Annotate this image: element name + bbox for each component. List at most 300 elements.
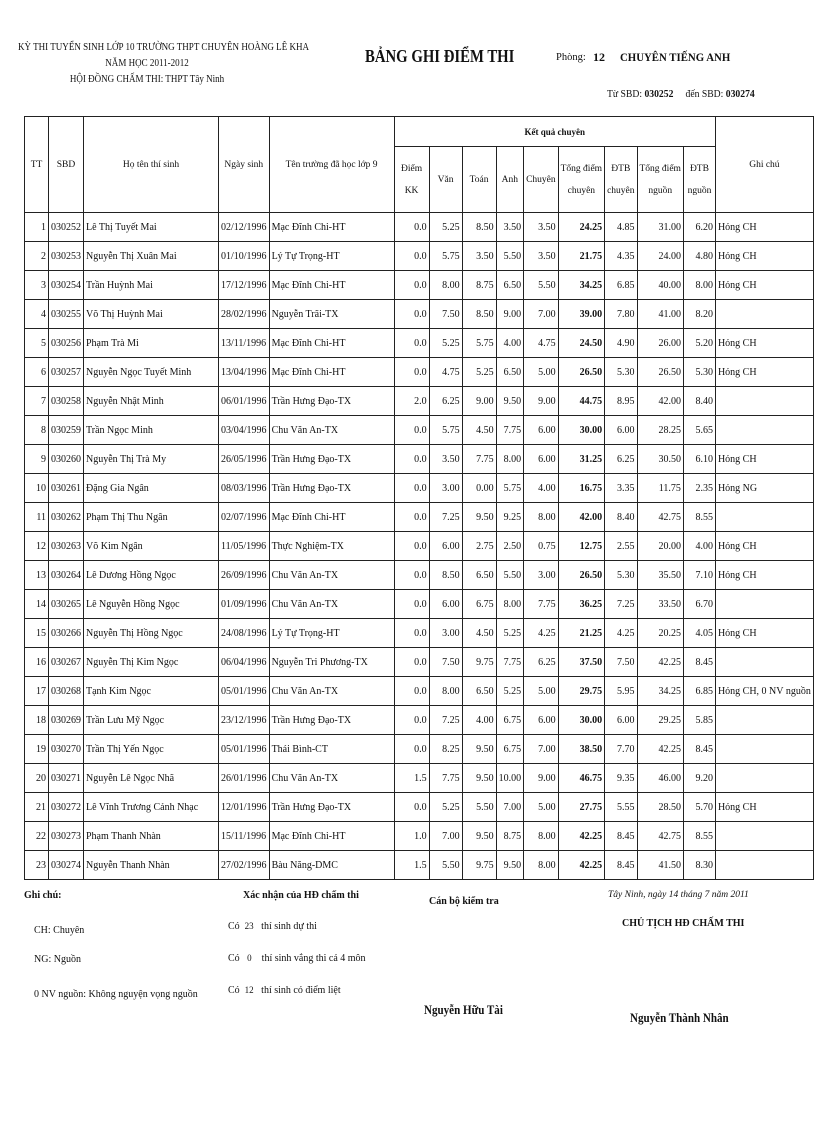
cell-chuyen: 4.25: [524, 619, 559, 648]
cell-anh: 6.50: [496, 271, 524, 300]
cell-van: 5.25: [429, 213, 462, 242]
cell-dob: 24/08/1996: [219, 619, 270, 648]
cell-tt: 19: [25, 735, 49, 764]
cell-anh: 3.50: [496, 213, 524, 242]
cell-sbd: 030259: [49, 416, 84, 445]
cell-toan: 3.50: [462, 242, 496, 271]
cell-chuyen: 7.75: [524, 590, 559, 619]
cell-anh: 6.50: [496, 358, 524, 387]
col-toan: Toán: [462, 147, 496, 213]
note-ch: CH: Chuyên: [34, 925, 85, 936]
cell-anh: 8.00: [496, 590, 524, 619]
cell-tt: 12: [25, 532, 49, 561]
exam-header: [18, 40, 310, 88]
cell-kk: 0.0: [394, 706, 429, 735]
cell-chuyen: 5.00: [524, 793, 559, 822]
confirm-title: Xác nhận của HĐ chấm thi: [243, 890, 359, 901]
table-row: [25, 648, 814, 677]
cell-name: Nguyễn Thị Trà My: [84, 445, 219, 474]
table-row: [25, 561, 814, 590]
cell-tong-chuyen: 24.25: [558, 213, 604, 242]
cell-dtb-chuyen: 7.70: [605, 735, 637, 764]
cell-anh: 5.75: [496, 474, 524, 503]
table-row: [25, 329, 814, 358]
cell-dtb-chuyen: 8.45: [605, 822, 637, 851]
cell-tong-chuyen: 21.75: [558, 242, 604, 271]
cell-toan: 8.50: [462, 213, 496, 242]
cell-note: Hỏng CH: [715, 561, 813, 590]
cell-van: 6.00: [429, 532, 462, 561]
cell-name: Trần Thị Yến Ngọc: [84, 735, 219, 764]
cell-tong-chuyen: 12.75: [558, 532, 604, 561]
cell-chuyen: 3.50: [524, 213, 559, 242]
table-row: [25, 677, 814, 706]
cell-toan: 5.50: [462, 793, 496, 822]
cell-tt: 1: [25, 213, 49, 242]
cell-name: Nguyễn Thị Kim Ngọc: [84, 648, 219, 677]
cell-dtb-nguon: 2.35: [683, 474, 715, 503]
confirm-absent: Có 0 thí sinh vắng thi cả 4 môn: [228, 953, 366, 964]
cell-dtb-chuyen: 7.50: [605, 648, 637, 677]
cell-tong-chuyen: 42.00: [558, 503, 604, 532]
cell-van: 7.25: [429, 706, 462, 735]
cell-tong-nguon: 42.00: [637, 387, 683, 416]
cell-note: Hỏng CH: [715, 242, 813, 271]
cell-school: Mạc Đĩnh Chi-HT: [269, 822, 394, 851]
cell-tong-chuyen: 46.75: [558, 764, 604, 793]
cell-school: Nguyễn Trãi-TX: [269, 300, 394, 329]
cell-note: Hỏng CH, 0 NV nguồn: [715, 677, 813, 706]
cell-dob: 15/11/1996: [219, 822, 270, 851]
col-dtb-nguon: ĐTB nguồn: [683, 147, 715, 213]
cell-kk: 0.0: [394, 735, 429, 764]
cell-tt: 4: [25, 300, 49, 329]
to-value: 030274: [725, 89, 755, 100]
cell-kk: 0.0: [394, 242, 429, 271]
cell-chuyen: 5.00: [524, 677, 559, 706]
cell-sbd: 030262: [49, 503, 84, 532]
cell-school: Thái Bình-CT: [269, 735, 394, 764]
cell-school: Trần Hưng Đạo-TX: [269, 793, 394, 822]
table-row: [25, 271, 814, 300]
cell-sbd: 030252: [49, 213, 84, 242]
cell-toan: 6.75: [462, 590, 496, 619]
note-ng: NG: Nguồn: [34, 954, 81, 965]
cell-tong-nguon: 34.25: [637, 677, 683, 706]
cell-kk: 0.0: [394, 271, 429, 300]
cell-tt: 7: [25, 387, 49, 416]
cell-school: Chu Văn An-TX: [269, 590, 394, 619]
cell-dtb-nguon: 5.70: [683, 793, 715, 822]
cell-kk: 0.0: [394, 213, 429, 242]
cell-anh: 8.00: [496, 445, 524, 474]
cell-school: Mạc Đĩnh Chi-HT: [269, 329, 394, 358]
cell-tong-chuyen: 31.25: [558, 445, 604, 474]
cell-note: [715, 503, 813, 532]
cell-anh: 10.00: [496, 764, 524, 793]
cell-sbd: 030268: [49, 677, 84, 706]
cell-school: Mạc Đĩnh Chi-HT: [269, 271, 394, 300]
cell-dtb-nguon: 9.20: [683, 764, 715, 793]
cell-toan: 5.75: [462, 329, 496, 358]
cell-dob: 06/04/1996: [219, 648, 270, 677]
table-row: [25, 619, 814, 648]
table-row: [25, 387, 814, 416]
cell-kk: 0.0: [394, 561, 429, 590]
cell-van: 7.50: [429, 300, 462, 329]
col-school: Tên trường đã học lớp 9: [269, 117, 394, 213]
cell-van: 6.00: [429, 590, 462, 619]
cell-dtb-chuyen: 7.25: [605, 590, 637, 619]
cell-van: 8.25: [429, 735, 462, 764]
cell-dtb-nguon: 5.20: [683, 329, 715, 358]
cell-dtb-chuyen: 7.80: [605, 300, 637, 329]
cell-note: [715, 300, 813, 329]
cell-dob: 26/01/1996: [219, 764, 270, 793]
table-row: [25, 851, 814, 880]
cell-tt: 5: [25, 329, 49, 358]
cell-kk: 0.0: [394, 648, 429, 677]
col-group-results: Kết quả chuyên: [394, 117, 715, 147]
cell-dtb-nguon: 8.45: [683, 648, 715, 677]
cell-note: [715, 590, 813, 619]
cell-name: Trần Huỳnh Mai: [84, 271, 219, 300]
cell-kk: 0.0: [394, 532, 429, 561]
cell-note: Hỏng CH: [715, 329, 813, 358]
cell-tong-chuyen: 26.50: [558, 358, 604, 387]
cell-tong-nguon: 42.25: [637, 648, 683, 677]
cell-school: Bàu Năng-DMC: [269, 851, 394, 880]
cell-tong-nguon: 33.50: [637, 590, 683, 619]
cell-dtb-nguon: 7.10: [683, 561, 715, 590]
cell-tt: 13: [25, 561, 49, 590]
cell-dtb-chuyen: 8.40: [605, 503, 637, 532]
confirm-fail: Có 12 thí sinh có điểm liệt: [228, 985, 341, 996]
cell-chuyen: 6.00: [524, 445, 559, 474]
cell-dob: 12/01/1996: [219, 793, 270, 822]
col-name: Họ tên thí sinh: [84, 117, 219, 213]
col-van: Văn: [429, 147, 462, 213]
cell-note: [715, 851, 813, 880]
room-number: 12: [593, 50, 605, 64]
cell-school: Chu Văn An-TX: [269, 677, 394, 706]
cell-van: 7.50: [429, 648, 462, 677]
cell-note: Hỏng CH: [715, 532, 813, 561]
cell-anh: 5.25: [496, 677, 524, 706]
chair-name: Nguyễn Thành Nhân: [630, 1010, 729, 1025]
cell-sbd: 030274: [49, 851, 84, 880]
cell-tt: 20: [25, 764, 49, 793]
cell-chuyen: 8.00: [524, 851, 559, 880]
cell-school: Trần Hưng Đạo-TX: [269, 474, 394, 503]
cell-dtb-chuyen: 8.95: [605, 387, 637, 416]
col-tt: TT: [25, 117, 49, 213]
cell-kk: 0.0: [394, 677, 429, 706]
table-row: [25, 445, 814, 474]
cell-toan: 4.50: [462, 619, 496, 648]
cell-dtb-chuyen: 3.35: [605, 474, 637, 503]
cell-dtb-nguon: 4.00: [683, 532, 715, 561]
cell-sbd: 030258: [49, 387, 84, 416]
cell-note: [715, 387, 813, 416]
cell-tong-nguon: 46.00: [637, 764, 683, 793]
exam-name: KỲ THI TUYỂN SINH LỚP 10 TRƯỜNG THPT CHUYÊN HOÀNG LÊ KHA: [18, 42, 310, 53]
cell-dob: 03/04/1996: [219, 416, 270, 445]
cell-sbd: 030257: [49, 358, 84, 387]
cell-tong-chuyen: 27.75: [558, 793, 604, 822]
cell-sbd: 030253: [49, 242, 84, 271]
cell-kk: 0.0: [394, 416, 429, 445]
cell-tong-nguon: 29.25: [637, 706, 683, 735]
cell-dtb-chuyen: 6.85: [605, 271, 637, 300]
cell-dtb-nguon: 6.10: [683, 445, 715, 474]
cell-dtb-nguon: 8.40: [683, 387, 715, 416]
cell-toan: 0.00: [462, 474, 496, 503]
cell-dtb-nguon: 6.85: [683, 677, 715, 706]
cell-kk: 0.0: [394, 358, 429, 387]
col-dtb-chuyen: ĐTB chuyên: [605, 147, 637, 213]
cell-anh: 7.75: [496, 648, 524, 677]
cell-tong-nguon: 28.25: [637, 416, 683, 445]
col-tong-nguon: Tổng điểm nguồn: [637, 147, 683, 213]
cell-school: Lý Tự Trọng-HT: [269, 242, 394, 271]
cell-kk: 0.0: [394, 503, 429, 532]
cell-sbd: 030269: [49, 706, 84, 735]
cell-sbd: 030254: [49, 271, 84, 300]
cell-tong-nguon: 11.75: [637, 474, 683, 503]
cell-tong-chuyen: 37.50: [558, 648, 604, 677]
cell-tong-chuyen: 42.25: [558, 822, 604, 851]
cell-dtb-chuyen: 5.55: [605, 793, 637, 822]
table-row: [25, 590, 814, 619]
cell-sbd: 030260: [49, 445, 84, 474]
cell-name: Lê Thị Tuyết Mai: [84, 213, 219, 242]
cell-tong-nguon: 42.25: [637, 735, 683, 764]
cell-kk: 0.0: [394, 793, 429, 822]
room-name: CHUYÊN TIẾNG ANH: [620, 50, 731, 64]
cell-tong-chuyen: 24.50: [558, 329, 604, 358]
cell-sbd: 030267: [49, 648, 84, 677]
cell-dob: 11/05/1996: [219, 532, 270, 561]
table-row: [25, 793, 814, 822]
cell-dtb-nguon: 8.55: [683, 503, 715, 532]
cell-dtb-chuyen: 9.35: [605, 764, 637, 793]
cell-chuyen: 3.00: [524, 561, 559, 590]
cell-note: Hỏng CH: [715, 358, 813, 387]
col-dob: Ngày sinh: [219, 117, 270, 213]
date-line: Tây Ninh, ngày 14 tháng 7 năm 2011: [608, 890, 749, 900]
cell-chuyen: 4.00: [524, 474, 559, 503]
cell-tt: 15: [25, 619, 49, 648]
cell-toan: 9.50: [462, 503, 496, 532]
cell-chuyen: 7.00: [524, 300, 559, 329]
cell-name: Nguyễn Thanh Nhàn: [84, 851, 219, 880]
cell-kk: 1.5: [394, 851, 429, 880]
cell-van: 8.00: [429, 271, 462, 300]
cell-sbd: 030270: [49, 735, 84, 764]
col-sbd: SBD: [49, 117, 84, 213]
cell-note: Hỏng CH: [715, 793, 813, 822]
cell-dtb-chuyen: 8.45: [605, 851, 637, 880]
cell-tt: 14: [25, 590, 49, 619]
cell-anh: 9.25: [496, 503, 524, 532]
cell-chuyen: 3.50: [524, 242, 559, 271]
cell-school: Mạc Đĩnh Chi-HT: [269, 503, 394, 532]
cell-tong-chuyen: 30.00: [558, 706, 604, 735]
cell-toan: 4.50: [462, 416, 496, 445]
cell-toan: 9.50: [462, 764, 496, 793]
cell-toan: 7.75: [462, 445, 496, 474]
cell-dtb-nguon: 5.30: [683, 358, 715, 387]
cell-anh: 5.50: [496, 242, 524, 271]
cell-toan: 9.75: [462, 851, 496, 880]
cell-toan: 9.50: [462, 735, 496, 764]
chair-title: CHỦ TỊCH HĐ CHẤM THI: [622, 918, 745, 929]
cell-tt: 23: [25, 851, 49, 880]
cell-name: Nguyễn Nhật Minh: [84, 387, 219, 416]
col-tong-chuyen: Tổng điểm chuyên: [558, 147, 604, 213]
cell-chuyen: 7.00: [524, 735, 559, 764]
cell-dob: 13/04/1996: [219, 358, 270, 387]
cell-dtb-nguon: 6.20: [683, 213, 715, 242]
cell-school: Trần Hưng Đạo-TX: [269, 706, 394, 735]
from-value: 030252: [644, 89, 674, 100]
cell-tt: 17: [25, 677, 49, 706]
cell-chuyen: 5.50: [524, 271, 559, 300]
cell-toan: 2.75: [462, 532, 496, 561]
cell-tong-nguon: 26.50: [637, 358, 683, 387]
cell-dob: 23/12/1996: [219, 706, 270, 735]
cell-anh: 5.25: [496, 619, 524, 648]
cell-sbd: 030264: [49, 561, 84, 590]
cell-anh: 8.75: [496, 822, 524, 851]
notes-title: Ghi chú:: [24, 890, 62, 901]
cell-tong-nguon: 42.75: [637, 822, 683, 851]
cell-chuyen: 0.75: [524, 532, 559, 561]
cell-dob: 26/09/1996: [219, 561, 270, 590]
cell-note: [715, 648, 813, 677]
room-label: Phòng:: [556, 52, 586, 63]
cell-tong-chuyen: 44.75: [558, 387, 604, 416]
cell-dtb-nguon: 6.70: [683, 590, 715, 619]
cell-tt: 10: [25, 474, 49, 503]
cell-sbd: 030272: [49, 793, 84, 822]
cell-tong-chuyen: 39.00: [558, 300, 604, 329]
cell-dob: 08/03/1996: [219, 474, 270, 503]
cell-name: Trần Ngọc Minh: [84, 416, 219, 445]
cell-tong-nguon: 35.50: [637, 561, 683, 590]
cell-note: Hỏng CH: [715, 445, 813, 474]
cell-school: Lý Tự Trọng-HT: [269, 619, 394, 648]
cell-kk: 1.5: [394, 764, 429, 793]
cell-van: 8.50: [429, 561, 462, 590]
cell-dob: 05/01/1996: [219, 677, 270, 706]
checker-name: Nguyễn Hữu Tài: [424, 1002, 503, 1017]
cell-van: 3.00: [429, 619, 462, 648]
cell-chuyen: 9.00: [524, 764, 559, 793]
cell-tong-chuyen: 30.00: [558, 416, 604, 445]
cell-van: 5.75: [429, 416, 462, 445]
cell-kk: 0.0: [394, 445, 429, 474]
cell-sbd: 030261: [49, 474, 84, 503]
cell-dtb-chuyen: 6.00: [605, 416, 637, 445]
cell-toan: 6.50: [462, 561, 496, 590]
cell-note: [715, 416, 813, 445]
cell-school: Mạc Đĩnh Chi-HT: [269, 213, 394, 242]
sbd-range: [607, 89, 755, 100]
cell-van: 7.00: [429, 822, 462, 851]
cell-anh: 7.00: [496, 793, 524, 822]
cell-note: [715, 706, 813, 735]
cell-tt: 11: [25, 503, 49, 532]
cell-sbd: 030256: [49, 329, 84, 358]
cell-dtb-nguon: 8.55: [683, 822, 715, 851]
cell-dtb-chuyen: 6.25: [605, 445, 637, 474]
cell-chuyen: 8.00: [524, 822, 559, 851]
cell-van: 4.75: [429, 358, 462, 387]
cell-dob: 17/12/1996: [219, 271, 270, 300]
cell-toan: 9.75: [462, 648, 496, 677]
cell-dob: 06/01/1996: [219, 387, 270, 416]
cell-school: Nguyễn Tri Phương-TX: [269, 648, 394, 677]
cell-note: [715, 822, 813, 851]
cell-sbd: 030273: [49, 822, 84, 851]
cell-tong-chuyen: 42.25: [558, 851, 604, 880]
cell-kk: 0.0: [394, 590, 429, 619]
cell-van: 5.75: [429, 242, 462, 271]
cell-tong-nguon: 24.00: [637, 242, 683, 271]
cell-note: [715, 735, 813, 764]
cell-name: Phạm Trà Mi: [84, 329, 219, 358]
cell-note: [715, 764, 813, 793]
cell-name: Trần Lưu Mỹ Ngọc: [84, 706, 219, 735]
cell-name: Phạm Thị Thu Ngân: [84, 503, 219, 532]
grading-council: HỘI ĐỒNG CHẤM THI: THPT Tây Ninh: [69, 74, 225, 85]
cell-tong-nguon: 40.00: [637, 271, 683, 300]
cell-note: Hỏng NG: [715, 474, 813, 503]
cell-tong-chuyen: 26.50: [558, 561, 604, 590]
score-table: [24, 116, 814, 880]
cell-name: Võ Kim Ngân: [84, 532, 219, 561]
cell-van: 8.00: [429, 677, 462, 706]
cell-tong-chuyen: 21.25: [558, 619, 604, 648]
cell-tong-chuyen: 16.75: [558, 474, 604, 503]
cell-van: 5.25: [429, 329, 462, 358]
cell-tong-nguon: 41.00: [637, 300, 683, 329]
cell-toan: 9.50: [462, 822, 496, 851]
cell-chuyen: 8.00: [524, 503, 559, 532]
cell-dtb-nguon: 8.45: [683, 735, 715, 764]
cell-school: Chu Văn An-TX: [269, 416, 394, 445]
cell-dtb-chuyen: 4.90: [605, 329, 637, 358]
cell-anh: 6.75: [496, 735, 524, 764]
cell-chuyen: 4.75: [524, 329, 559, 358]
cell-tong-nguon: 20.25: [637, 619, 683, 648]
cell-name: Đặng Gia Ngân: [84, 474, 219, 503]
cell-tt: 8: [25, 416, 49, 445]
table-row: [25, 532, 814, 561]
cell-name: Lê Dương Hồng Ngọc: [84, 561, 219, 590]
cell-kk: 0.0: [394, 300, 429, 329]
cell-chuyen: 5.00: [524, 358, 559, 387]
note-nv: 0 NV nguồn: Không nguyện vọng nguồn: [34, 989, 198, 1000]
cell-tt: 9: [25, 445, 49, 474]
table-row: [25, 706, 814, 735]
table-row: [25, 416, 814, 445]
cell-name: Nguyễn Lê Ngọc Nhã: [84, 764, 219, 793]
cell-tt: 3: [25, 271, 49, 300]
cell-school: Trần Hưng Đạo-TX: [269, 445, 394, 474]
